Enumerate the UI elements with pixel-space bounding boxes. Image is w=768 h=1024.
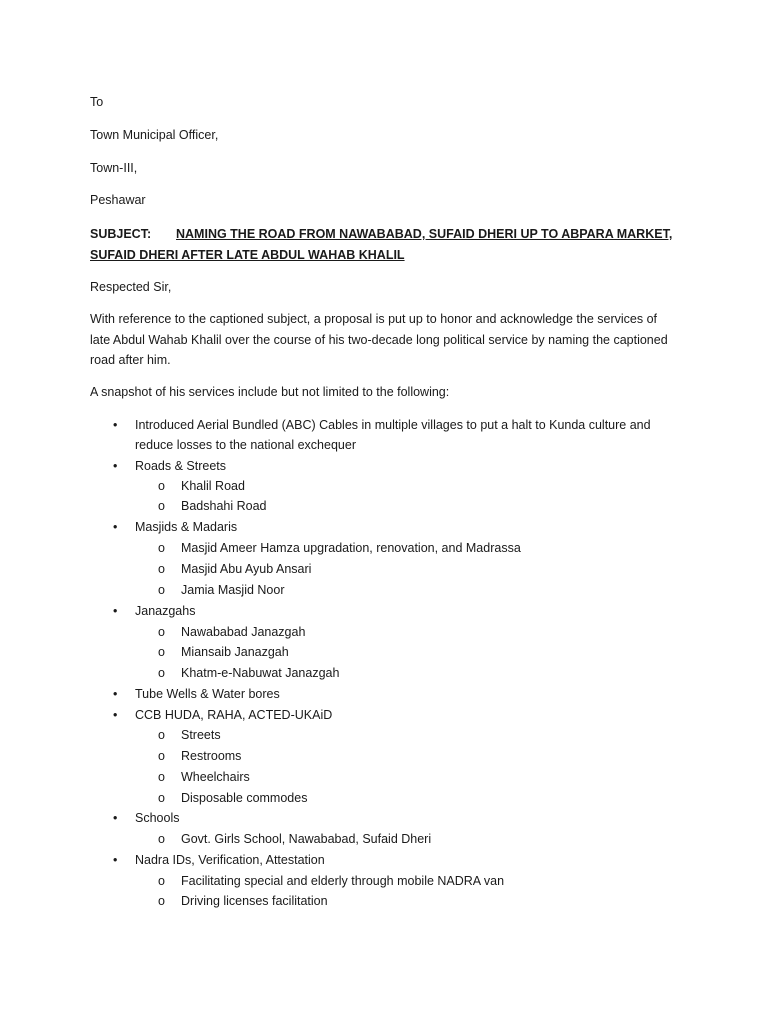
sub-list-item: Miansaib Janazgah (181, 645, 289, 659)
list-item: CCB HUDA, RAHA, ACTED-UKAiD (135, 708, 333, 722)
sub-list-item: Khalil Road (181, 479, 245, 493)
sub-bullet-marker: o (158, 749, 165, 763)
bullet-marker: • (113, 418, 118, 432)
subject-line-1 (90, 225, 672, 243)
city-line: Peshawar (90, 193, 146, 207)
sub-bullet-marker: o (158, 562, 165, 576)
sub-bullet-marker: o (158, 874, 165, 888)
sub-list-item: Facilitating special and elderly through mobile NADRA van (181, 874, 505, 888)
town-line: Town-III, (90, 161, 138, 175)
addressee-line: Town Municipal Officer, (90, 128, 219, 142)
sub-list-item: Masjid Ameer Hamza upgradation, renovation, and Madrassa (181, 541, 521, 555)
list-item: Tube Wells & Water bores (135, 687, 280, 701)
sub-list-item: Disposable commodes (181, 791, 308, 805)
sub-list-item: Nawababad Janazgah (181, 625, 306, 639)
list-item: Masjids & Madaris (135, 520, 238, 534)
sub-bullet-marker: o (158, 666, 165, 680)
salutation: Respected Sir, (90, 280, 172, 294)
sub-bullet-marker: o (158, 479, 165, 493)
sub-list-item: Streets (181, 728, 221, 742)
sub-list-item: Masjid Abu Ayub Ansari (181, 562, 312, 576)
subject-label: SUBJECT: (90, 227, 152, 241)
list-item: Schools (135, 811, 180, 825)
sub-list-item: Govt. Girls School, Nawababad, Sufaid Dheri (181, 832, 432, 846)
sub-list-item: Jamia Masjid Noor (181, 583, 285, 597)
bullet-marker: • (113, 811, 118, 825)
bullet-marker: • (113, 520, 118, 534)
sub-bullet-marker: o (158, 499, 165, 513)
to-line: To (90, 95, 104, 109)
sub-bullet-marker: o (158, 832, 165, 846)
bullet-marker: • (113, 687, 118, 701)
sub-list-item: Wheelchairs (181, 770, 250, 784)
sub-bullet-marker: o (158, 541, 165, 555)
intro-line: A snapshot of his services include but not limited to the following: (90, 385, 450, 399)
body-paragraph: With reference to the captioned subject, a proposal is put up to honor and acknowledge the services of late Abdul Wahab Khalil over the course of his two-decade long political service by naming the captioned road after him. (90, 312, 668, 367)
sub-list-item: Khatm-e-Nabuwat Janazgah (181, 666, 340, 680)
bullet-marker: • (113, 853, 118, 867)
list-item: Roads & Streets (135, 459, 227, 473)
sub-bullet-marker: o (158, 791, 165, 805)
list-item: Janazgahs (135, 604, 196, 618)
bullet-marker: • (113, 708, 118, 722)
list-item: Nadra IDs, Verification, Attestation (135, 853, 325, 867)
subject-text-1: NAMING THE ROAD FROM NAWABABAD, SUFAID DHERI UP TO ABPARA MARKET, (176, 227, 673, 241)
subject-line-2: SUFAID DHERI AFTER LATE ABDUL WAHAB KHALIL (90, 248, 405, 262)
bullet-marker: • (113, 604, 118, 618)
sub-list-item: Restrooms (181, 749, 242, 763)
sub-bullet-marker: o (158, 728, 165, 742)
sub-bullet-marker: o (158, 583, 165, 597)
sub-bullet-marker: o (158, 625, 165, 639)
sub-bullet-marker: o (158, 645, 165, 659)
sub-bullet-marker: o (158, 894, 165, 908)
sub-bullet-marker: o (158, 770, 165, 784)
sub-list-item: Badshahi Road (181, 499, 267, 513)
sub-list-item: Driving licenses facilitation (181, 894, 328, 908)
list-item: Introduced Aerial Bundled (ABC) Cables in multiple villages to put a halt to Kunda culture and reduce losses to the national exchequer (135, 418, 651, 452)
bullet-marker: • (113, 459, 118, 473)
